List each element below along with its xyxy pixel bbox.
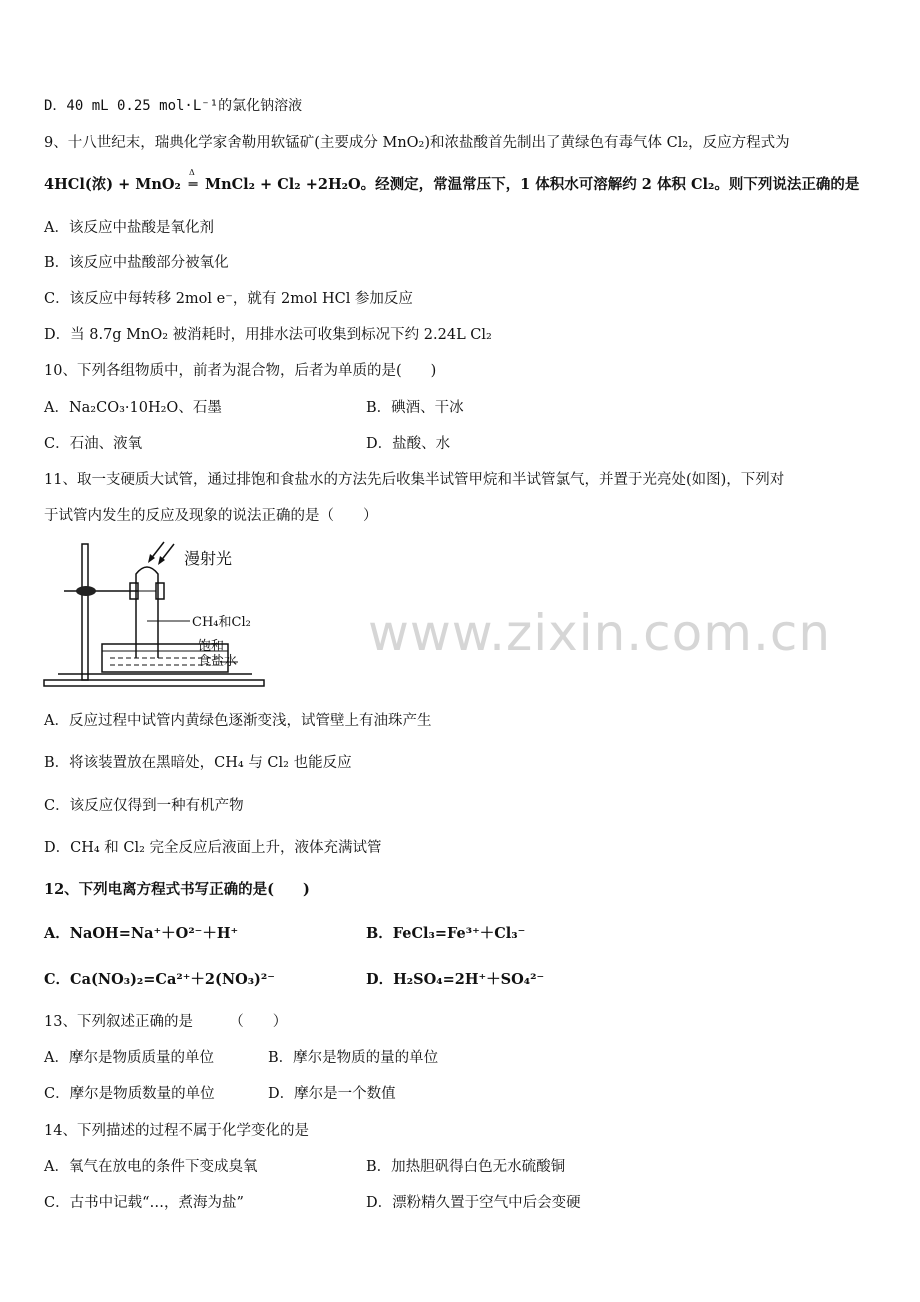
- clamp-boss: [76, 586, 96, 596]
- q11-option-d: D．CH₄ 和 Cl₂ 完全反应后液面上升，液体充满试管: [44, 840, 382, 856]
- q10-option-a: A．Na₂CO₃·10H₂O、石墨: [44, 400, 222, 416]
- watermark: www.zixin.com.cn: [368, 604, 832, 662]
- q9-heating-symbol: Δ: [188, 168, 195, 177]
- label-diffuse-light: 漫射光: [184, 549, 233, 568]
- q11-option-c: C．该反应仅得到一种有机产物: [44, 798, 244, 814]
- q9-option-a: A．该反应中盐酸是氧化剂: [44, 220, 214, 236]
- stand-base: [44, 680, 264, 686]
- q14-option-a: A．氧气在放电的条件下变成臭氧: [44, 1159, 258, 1175]
- q12-stem: 12、下列电离方程式书写正确的是( ): [44, 881, 310, 898]
- q10-option-b: B．碘酒、干冰: [366, 400, 464, 416]
- q9-option-d: D．当 8.7g MnO₂ 被消耗时，用排水法可收集到标况下约 2.24L Cl₂: [44, 327, 492, 343]
- q10-stem: 10、下列各组物质中，前者为混合物，后者为单质的是( ): [44, 363, 437, 379]
- q9-stem-line2: [44, 168, 860, 195]
- q9-equation-right: MnCl₂ + Cl₂ +2H₂O。经测定，常温常压下，1 体积水可溶解约 2 体积 Cl₂。则下列说法正确的是: [205, 176, 860, 193]
- q11-stem-line1: 11、取一支硬质大试管，通过排饱和食盐水的方法先后收集半试管甲烷和半试管氯气，并置于光亮处(如图)，下列对: [44, 472, 785, 488]
- label-saturated: 饱和: [198, 639, 225, 654]
- q14-option-d: D．漂粉精久置于空气中后会变硬: [366, 1195, 581, 1211]
- q14-stem: 14、下列描述的过程不属于化学变化的是: [44, 1123, 309, 1139]
- q9-option-c: C．该反应中每转移 2mol e⁻，就有 2mol HCl 参加反应: [44, 291, 413, 307]
- q9-option-b: B．该反应中盐酸部分被氧化: [44, 255, 229, 271]
- q13-option-b: B．摩尔是物质的量的单位: [268, 1050, 439, 1066]
- q9-equation-arrow: Δ ═: [186, 175, 200, 195]
- q13-stem: 13、下列叙述正确的是 （ ）: [44, 1014, 288, 1030]
- label-gas-mixture: CH₄和Cl₂: [192, 615, 251, 630]
- q12-option-d: D．H₂SO₄=2H⁺＋SO₄²⁻: [366, 971, 545, 988]
- q13-option-d: D．摩尔是一个数值: [268, 1086, 396, 1102]
- q14-option-b: B．加热胆矾得白色无水硫酸铜: [366, 1159, 566, 1175]
- q13-option-c: C．摩尔是物质数量的单位: [44, 1086, 215, 1102]
- q11-apparatus-figure: [40, 538, 330, 692]
- q12-option-b: B．FeCl₃=Fe³⁺＋Cl₃⁻: [366, 925, 526, 942]
- q12-option-a: A．NaOH=Na⁺＋O²⁻＋H⁺: [44, 925, 239, 942]
- q10-option-c: C．石油、液氧: [44, 436, 143, 452]
- stand-rod: [82, 544, 88, 680]
- q9-equation-left: 4HCl(浓) + MnO₂: [44, 176, 181, 193]
- q14-option-c: C．古书中记载“…，煮海为盐”: [44, 1195, 244, 1211]
- label-brine: 食盐水: [198, 654, 238, 669]
- q11-stem-line2: 于试管内发生的反应及现象的说法正确的是（ ）: [44, 508, 378, 524]
- q11-option-b: B．将该装置放在黑暗处，CH₄ 与 Cl₂ 也能反应: [44, 755, 352, 771]
- q9-stem-line1: 9、十八世纪末，瑞典化学家舍勒用软锰矿(主要成分 MnO₂)和浓盐酸首先制出了黄绿色有毒气体 Cl₂，反应方程式为: [44, 135, 790, 151]
- clamp-jaw-right: [156, 583, 164, 599]
- q8-option-d: D．40 mL 0.25 mol·L⁻¹的氯化钠溶液: [44, 98, 303, 114]
- q13-option-a: A．摩尔是物质质量的单位: [44, 1050, 214, 1066]
- q12-option-c: C．Ca(NO₃)₂=Ca²⁺＋2(NO₃)²⁻: [44, 971, 275, 988]
- q11-option-a: A．反应过程中试管内黄绿色逐渐变浅，试管壁上有油珠产生: [44, 713, 432, 729]
- q10-option-d: D．盐酸、水: [366, 436, 451, 452]
- apparatus-diagram: [40, 538, 330, 692]
